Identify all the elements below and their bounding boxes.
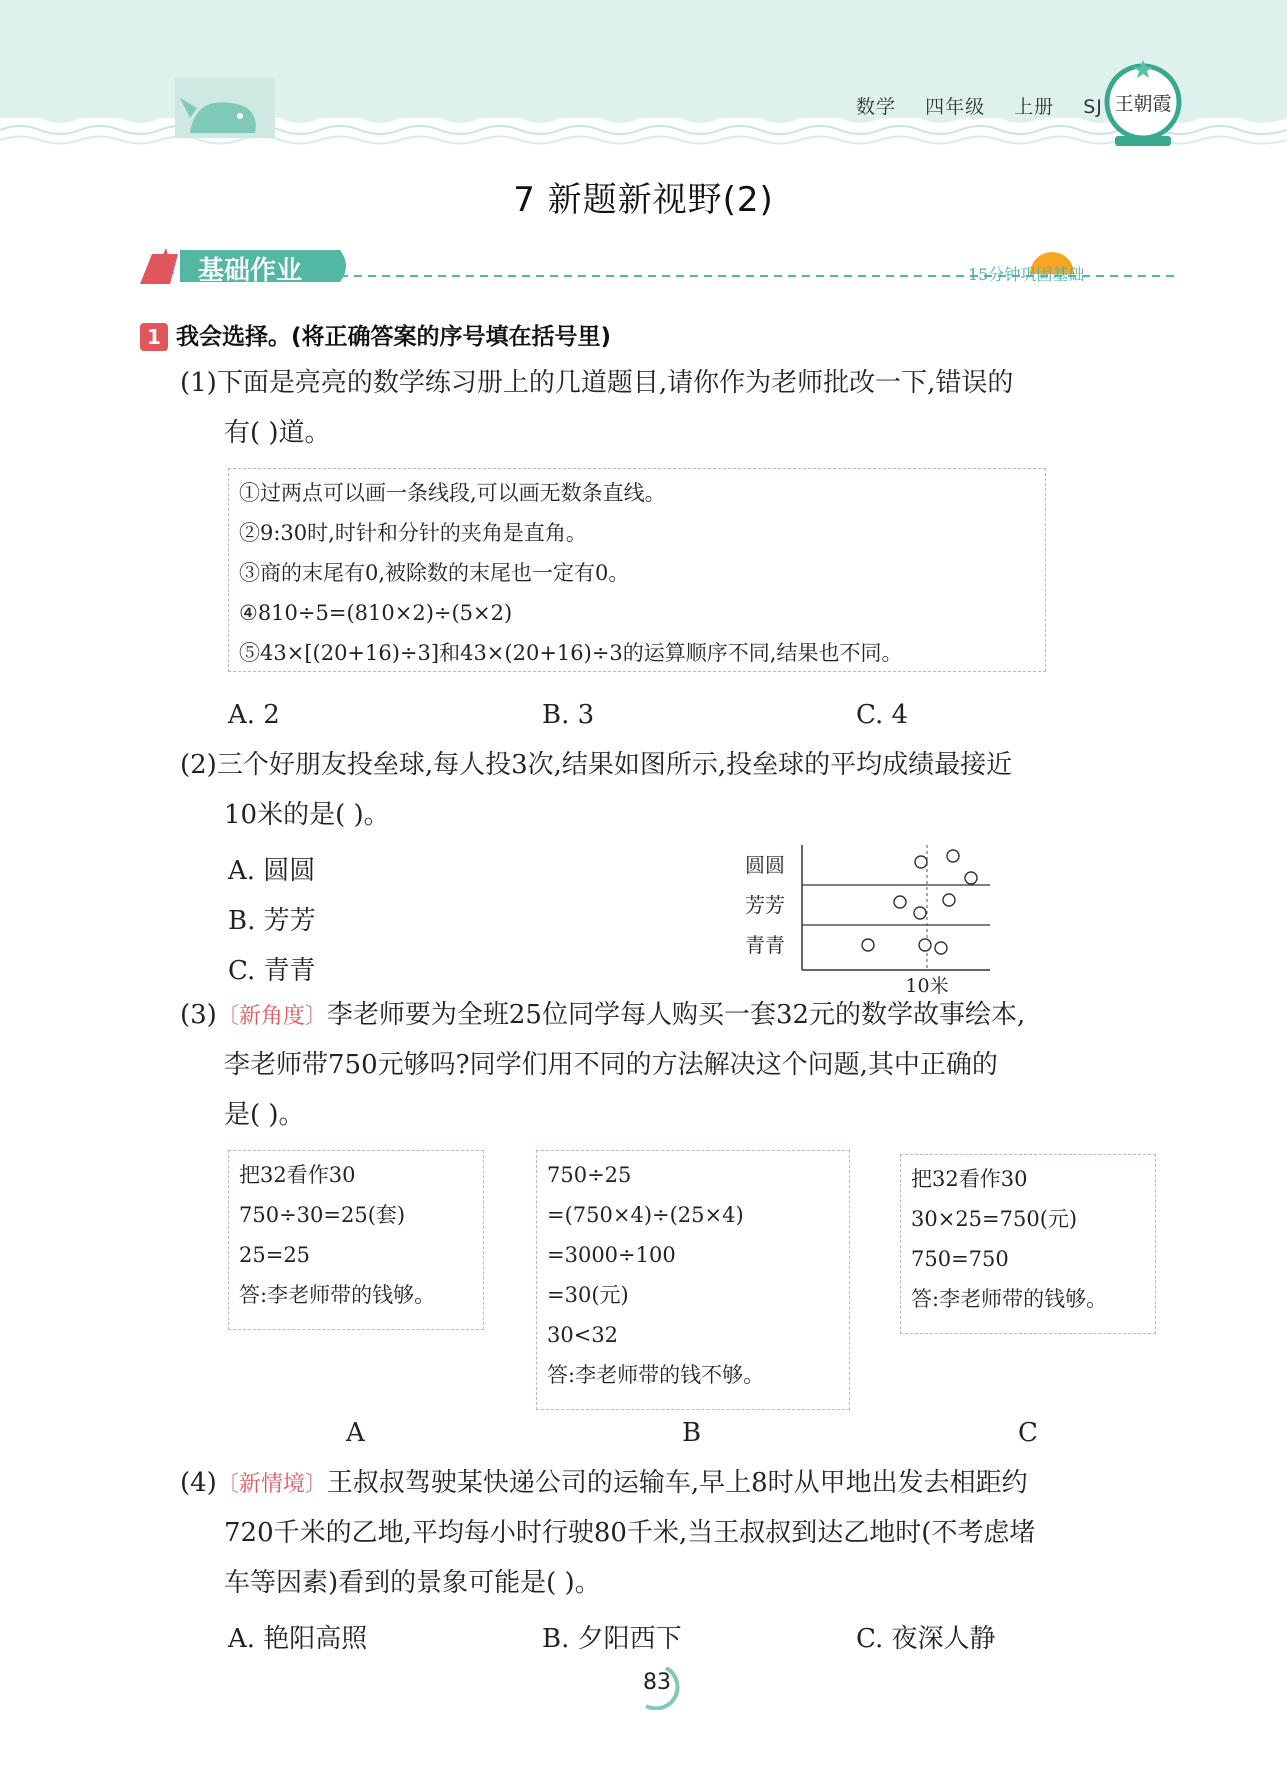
section-note: 15分钟巩固基础 <box>968 265 1085 284</box>
p4-option-b: B. 夕阳西下 <box>542 1624 682 1654</box>
solution-line: =30(元) <box>547 1283 629 1307</box>
solution-line: 答:李老师带的钱够。 <box>911 1287 1108 1311</box>
p3-prefix: (3) <box>180 1000 217 1030</box>
p4-line2: 720千米的乙地,平均每小时行驶80千米,当王叔叔到达乙地时(不考虑堵 <box>224 1518 1036 1548</box>
chart-row-label: 芳芳 <box>745 893 785 917</box>
chart-row-label: 青青 <box>745 933 785 957</box>
edition-label: SJ <box>1083 96 1103 118</box>
p4-option-a: A. 艳阳高照 <box>228 1624 368 1654</box>
p2-option-a: A. 圆圆 <box>228 856 316 886</box>
p1-option-b: B. 3 <box>542 700 595 730</box>
solution-line: 25=25 <box>239 1243 311 1267</box>
p2-line1: (2)三个好朋友投垒球,每人投3次,结果如图所示,投垒球的平均成绩最接近 <box>180 750 1013 780</box>
question-instruction: 我会选择。(将正确答案的序号填在括号里) <box>176 324 612 350</box>
p2-option-c: C. 青青 <box>228 956 316 986</box>
p1-option-a: A. 2 <box>228 700 280 730</box>
section-label: 基础作业 <box>198 256 303 286</box>
volume-label: 上册 <box>1014 96 1055 118</box>
subject-label: 数学 <box>856 96 897 118</box>
p3-solution-a <box>228 1150 484 1330</box>
p1-line1: (1)下面是亮亮的数学练习册上的几道题目,请你作为老师批改一下,错误的 <box>180 368 1014 398</box>
p4-text: 王叔叔驾驶某快递公司的运输车,早上8时从甲地出发去相距约 <box>326 1468 1028 1498</box>
solution-line: 750=750 <box>911 1247 1009 1271</box>
p3-line2: 李老师带750元够吗?同学们用不同的方法解决这个问题,其中正确的 <box>224 1050 998 1080</box>
p3-tag: 〔新角度〕 <box>216 1004 327 1029</box>
logo-text: 王朝霞 <box>1114 93 1172 115</box>
solution-line: 30<32 <box>547 1323 619 1347</box>
p4-line1 <box>180 1458 1028 1510</box>
statement-item: ②9:30时,时针和分针的夹角是直角。 <box>239 521 587 545</box>
statement-item: ①过两点可以画一条线段,可以画无数条直线。 <box>239 481 666 505</box>
chart-point <box>947 850 959 862</box>
question-number: 1 <box>140 323 168 351</box>
solution-line: 750÷25 <box>547 1163 632 1187</box>
solution-line: =(750×4)÷(25×4) <box>547 1203 744 1227</box>
p4-tag: 〔新情境〕 <box>216 1472 327 1497</box>
solution-line: =3000÷100 <box>547 1243 676 1267</box>
p3-label-c: C <box>1018 1418 1038 1448</box>
p4-line3: 车等因素)看到的景象可能是( )。 <box>224 1568 601 1598</box>
p3-solution-c <box>900 1154 1156 1334</box>
grade-label: 四年级 <box>925 96 986 118</box>
chart-marker-label: 10米 <box>905 975 949 997</box>
question-heading <box>140 318 611 351</box>
solution-line: 答:李老师带的钱够。 <box>239 1283 436 1307</box>
p3-line1 <box>180 990 1025 1042</box>
whale-icon <box>175 78 275 138</box>
p3-label-b: B <box>682 1418 702 1448</box>
p2-line2: 10米的是( )。 <box>224 800 390 830</box>
statement-item: ⑤43×[(20+16)÷3]和43×(20+16)÷3的运算顺序不同,结果也不同。 <box>239 641 903 665</box>
chart-point <box>919 939 931 951</box>
p3-solution-b <box>536 1150 850 1410</box>
chart-point <box>914 907 926 919</box>
logo-badge-icon <box>1103 58 1183 148</box>
throw-distance-chart <box>735 840 1005 1000</box>
statement-item: ④810÷5=(810×2)÷(5×2) <box>239 601 513 625</box>
page-number: 83 <box>643 1670 671 1695</box>
p3-text: 李老师要为全班25位同学每人购买一套32元的数学故事绘本, <box>326 1000 1026 1030</box>
chart-point <box>915 856 927 868</box>
page-title: 7 新题新视野(2) <box>513 180 774 220</box>
solution-line: 750÷30=25(套) <box>239 1203 406 1227</box>
p4-option-c: C. 夜深人静 <box>856 1624 996 1654</box>
p1-option-c: C. 4 <box>856 700 909 730</box>
p3-label-a: A <box>346 1418 365 1448</box>
chart-row-label: 圆圆 <box>745 853 785 877</box>
solution-line: 答:李老师带的钱不够。 <box>547 1363 765 1387</box>
chart-point <box>935 942 947 954</box>
chart-point <box>862 939 874 951</box>
solution-line: 把32看作30 <box>239 1163 356 1187</box>
statement-item: ③商的末尾有0,被除数的末尾也一定有0。 <box>239 561 630 585</box>
p4-prefix: (4) <box>180 1468 217 1498</box>
p1-line2: 有( )道。 <box>224 418 331 448</box>
solution-line: 30×25=750(元) <box>911 1207 1078 1231</box>
p3-line3: 是( )。 <box>224 1100 305 1130</box>
header-meta <box>856 92 1125 119</box>
p1-statement-box <box>228 468 1046 672</box>
p2-option-b: B. 芳芳 <box>228 906 316 936</box>
chart-point <box>965 872 977 884</box>
chart-point <box>894 896 906 908</box>
solution-line: 把32看作30 <box>911 1167 1028 1191</box>
brand-logo <box>1103 58 1183 148</box>
chart-point <box>943 894 955 906</box>
